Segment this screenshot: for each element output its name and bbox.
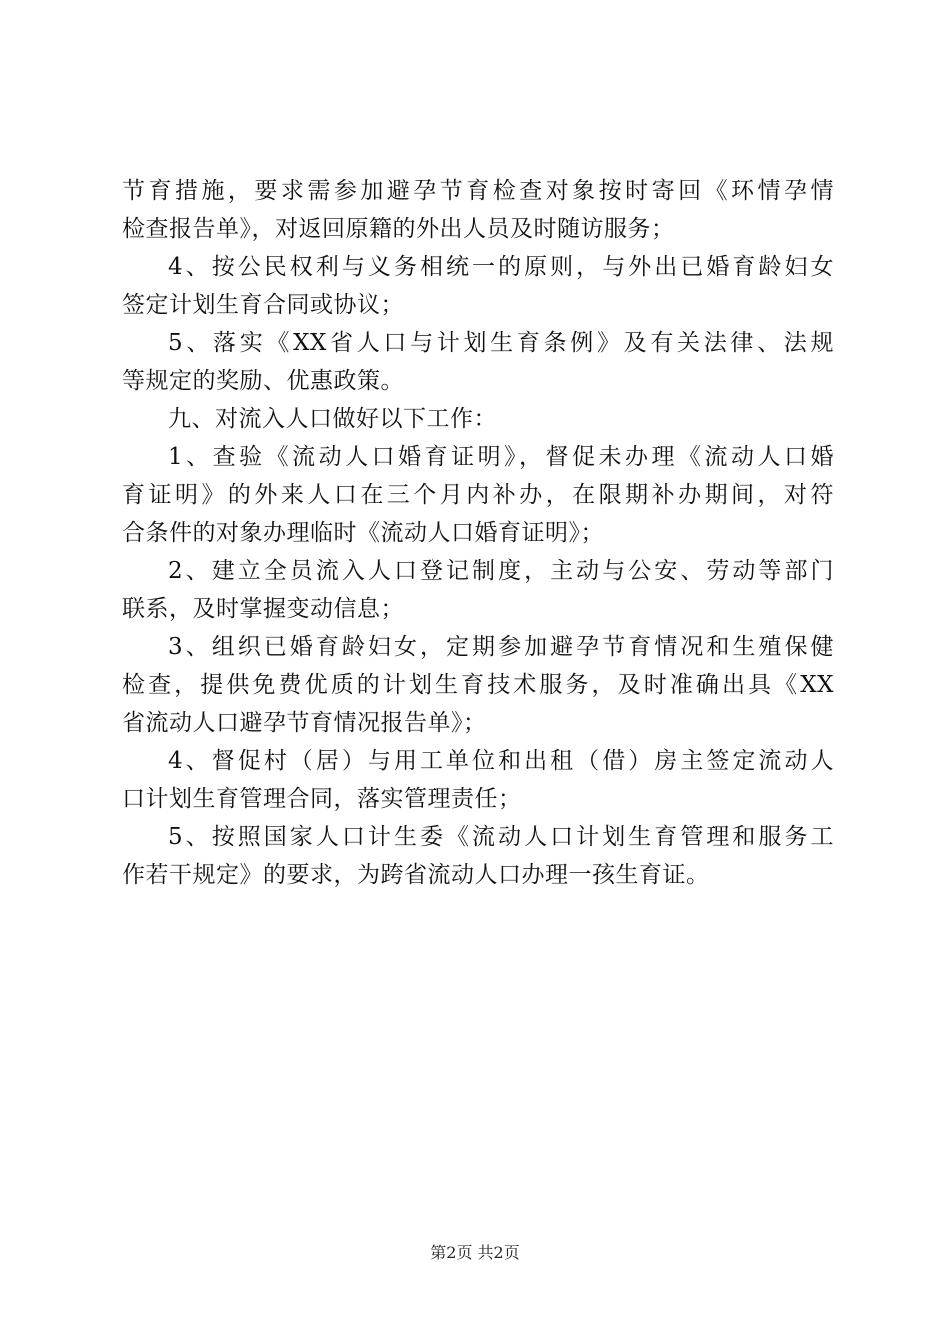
text-line: 4、按公民权利与义务相统一的原则，与外出已婚育龄妇女 <box>168 254 834 280</box>
paragraph <box>122 628 834 742</box>
text-line: 等规定的奖励、优惠政策。 <box>122 368 404 394</box>
paragraph <box>122 438 834 552</box>
paragraph <box>122 818 834 894</box>
document-body <box>122 172 834 894</box>
text-line: 合条件的对象办理临时《流动人口婚育证明》； <box>122 520 604 546</box>
text-line: 作若干规定》的要求，为跨省流动人口办理一孩生育证。 <box>122 862 710 888</box>
text-line: 4、督促村（居）与用工单位和出租（借）房主签定流动人 <box>168 748 834 774</box>
paragraph <box>122 172 834 248</box>
paragraph <box>122 400 834 438</box>
paragraph <box>122 552 834 628</box>
paragraph <box>122 742 834 818</box>
text-line: 1、查验《流动人口婚育证明》，督促未办理《流动人口婚 <box>168 444 834 470</box>
text-line: 2、建立全员流入人口登记制度，主动与公安、劳动等部门 <box>168 558 834 584</box>
text-line: 5、落实《XX省人口与计划生育条例》及有关法律、法规 <box>168 330 834 356</box>
text-line: 5、按照国家人口计生委《流动人口计划生育管理和服务工 <box>168 824 834 850</box>
text-line: 签定计划生育合同或协议； <box>122 292 404 318</box>
text-line: 联系，及时掌握变动信息； <box>122 596 404 622</box>
text-line: 节育措施，要求需参加避孕节育检查对象按时寄回《环情孕情 <box>122 178 834 204</box>
text-line: 省流动人口避孕节育情况报告单》； <box>122 710 487 736</box>
text-line: 九、对流入人口做好以下工作： <box>168 406 497 432</box>
text-line: 口计划生育管理合同，落实管理责任； <box>122 786 522 812</box>
paragraph <box>122 248 834 324</box>
text-line: 检查，提供免费优质的计划生育技术服务，及时准确出具《XX <box>122 672 834 698</box>
paragraph <box>122 324 834 400</box>
text-line: 育证明》的外来人口在三个月内补办，在限期补办期间，对符 <box>122 482 834 508</box>
text-line: 检查报告单》，对返回原籍的外出人员及时随访服务； <box>122 216 675 242</box>
text-line: 3、组织已婚育龄妇女，定期参加避孕节育情况和生殖保健 <box>168 634 834 660</box>
page-footer: 第2页 共2页 <box>430 1243 520 1262</box>
